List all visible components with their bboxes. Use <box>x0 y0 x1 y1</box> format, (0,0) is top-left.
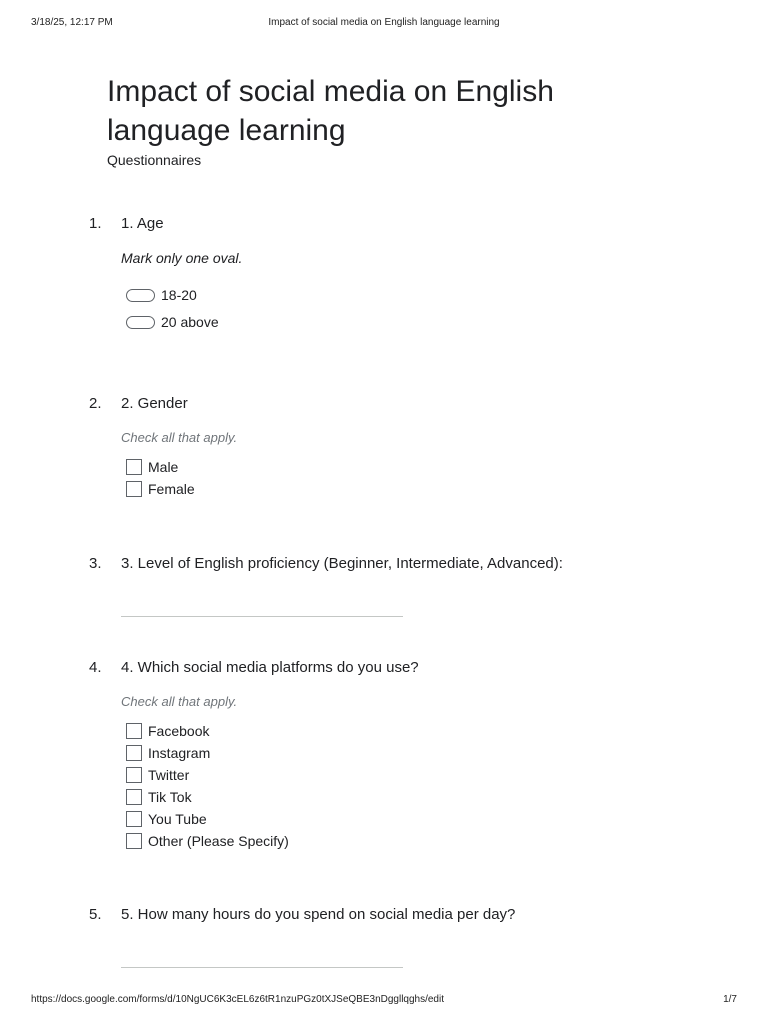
question-title: 3. Level of English proficiency (Beginner, Intermediate, Advanced): <box>121 555 563 572</box>
question-title: 4. Which social media platforms do you use? <box>121 659 419 676</box>
short-answer-field[interactable] <box>121 616 403 617</box>
question-title: 5. How many hours do you spend on social media per day? <box>121 906 516 923</box>
question-hint: Mark only one oval. <box>121 250 243 266</box>
question-number: 3. <box>89 555 102 572</box>
option-label: Instagram <box>148 745 211 761</box>
checkbox-option-youtube[interactable] <box>126 810 207 828</box>
option-label: Facebook <box>148 723 210 739</box>
question-number: 4. <box>89 659 102 676</box>
option-label: 20 above <box>161 314 219 330</box>
checkbox-option-facebook[interactable] <box>126 722 209 740</box>
option-label: Male <box>148 459 179 475</box>
checkbox-option-male[interactable] <box>126 458 178 476</box>
page-number: 1/7 <box>723 994 737 1005</box>
question-title: 1. Age <box>121 215 164 232</box>
question-title: 2. Gender <box>121 395 188 412</box>
question-number: 1. <box>89 215 102 232</box>
checkbox[interactable] <box>126 459 142 475</box>
option-label: Twitter <box>148 767 190 783</box>
checkbox[interactable] <box>126 745 142 761</box>
question-number: 5. <box>89 906 102 923</box>
checkbox[interactable] <box>126 723 142 739</box>
checkbox[interactable] <box>126 767 142 783</box>
print-header <box>31 17 737 31</box>
option-label: Tik Tok <box>148 789 192 805</box>
radio-option-18-20[interactable] <box>126 286 197 304</box>
checkbox-option-instagram[interactable] <box>126 744 210 762</box>
checkbox-option-tiktok[interactable] <box>126 788 192 806</box>
question-hint: Check all that apply. <box>121 694 238 709</box>
print-date: 3/18/25, 12:17 PM <box>31 17 113 28</box>
checkbox[interactable] <box>126 833 142 849</box>
checkbox[interactable] <box>126 789 142 805</box>
question-number: 2. <box>89 395 102 412</box>
form-description: Questionnaires <box>107 152 202 168</box>
checkbox-option-other[interactable] <box>126 832 289 850</box>
option-label: You Tube <box>148 811 207 827</box>
form-title: Impact of social media on English language learning <box>107 75 554 147</box>
checkbox[interactable] <box>126 481 142 497</box>
radio-oval[interactable] <box>126 316 155 329</box>
print-doc-title: Impact of social media on English language learning <box>268 17 500 28</box>
checkbox[interactable] <box>126 811 142 827</box>
print-url: https://docs.google.com/forms/d/10NgUC6K3cEL6z6tR1nzuPGz0tXJSeQBE3nDggllqghs/edit <box>31 994 444 1005</box>
short-answer-field[interactable] <box>121 967 403 968</box>
print-footer <box>31 994 737 1008</box>
checkbox-option-twitter[interactable] <box>126 766 189 784</box>
radio-oval[interactable] <box>126 289 155 302</box>
checkbox-option-female[interactable] <box>126 480 195 498</box>
radio-option-20-above[interactable] <box>126 313 219 331</box>
option-label: 18-20 <box>161 287 197 303</box>
question-hint: Check all that apply. <box>121 430 238 445</box>
option-label: Other (Please Specify) <box>148 833 289 849</box>
option-label: Female <box>148 481 195 497</box>
